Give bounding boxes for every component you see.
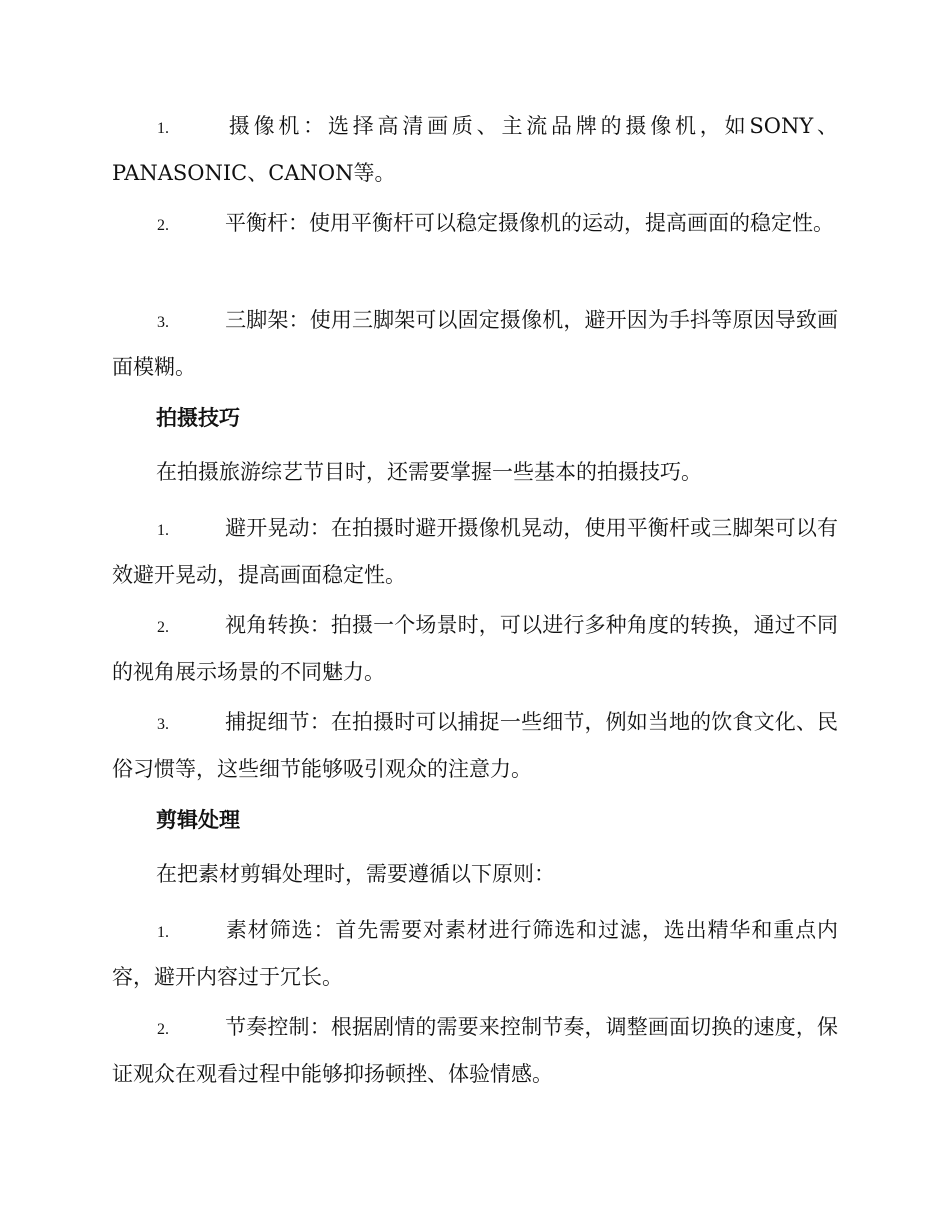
list-number: 1. — [157, 120, 169, 137]
list-item-text: 素材筛选：首先需要对素材进行筛选和过滤，选出精华和重点内容，避开内容过于冗长。 — [112, 918, 838, 989]
list-number: 3. — [157, 716, 169, 733]
list-item — [112, 298, 838, 390]
list-item-text: 三脚架：使用三脚架可以固定摄像机，避开因为手抖等原因导致画面模糊。 — [112, 308, 838, 379]
list-item — [112, 506, 838, 598]
list-item-text: 节奏控制：根据剧情的需要来控制节奏，调整画面切换的速度，保证观众在观看过程中能够抑扬顿挫、体验情感。 — [112, 1015, 838, 1086]
list-number: 2. — [157, 1021, 169, 1038]
list-number: 1. — [157, 522, 169, 539]
list-number: 3. — [157, 314, 169, 331]
list-item-text: 捕捉细节：在拍摄时可以捕捉一些细节，例如当地的饮食文化、民俗习惯等，这些细节能够吸引观众的注意力。 — [112, 710, 838, 781]
list-item — [112, 104, 838, 196]
list-item — [112, 908, 838, 1000]
section-heading-shooting: 拍摄技巧 — [156, 405, 240, 430]
section-intro: 在把素材剪辑处理时，需要遵循以下原则： — [156, 862, 555, 886]
list-item — [112, 1005, 838, 1097]
list-item — [112, 201, 838, 248]
list-item-text: 摄像机：选择高清画质、主流品牌的摄像机，如SONY、PANASONIC、CANON等。 — [112, 114, 838, 185]
list-number: 2. — [157, 619, 169, 636]
section-heading-editing: 剪辑处理 — [156, 807, 240, 832]
list-item-text: 避开晃动：在拍摄时避开摄像机晃动，使用平衡杆或三脚架可以有效避开晃动，提高画面稳定性。 — [112, 516, 838, 587]
list-number: 2. — [157, 217, 169, 234]
list-item-text: 视角转换：拍摄一个场景时，可以进行多种角度的转换，通过不同的视角展示场景的不同魅力。 — [112, 613, 838, 684]
list-item — [112, 603, 838, 695]
list-number: 1. — [157, 924, 169, 941]
list-item-text: 平衡杆：使用平衡杆可以稳定摄像机的运动，提高画面的稳定性。 — [225, 211, 834, 235]
list-item — [112, 700, 838, 792]
section-intro: 在拍摄旅游综艺节目时，还需要掌握一些基本的拍摄技巧。 — [156, 460, 702, 484]
